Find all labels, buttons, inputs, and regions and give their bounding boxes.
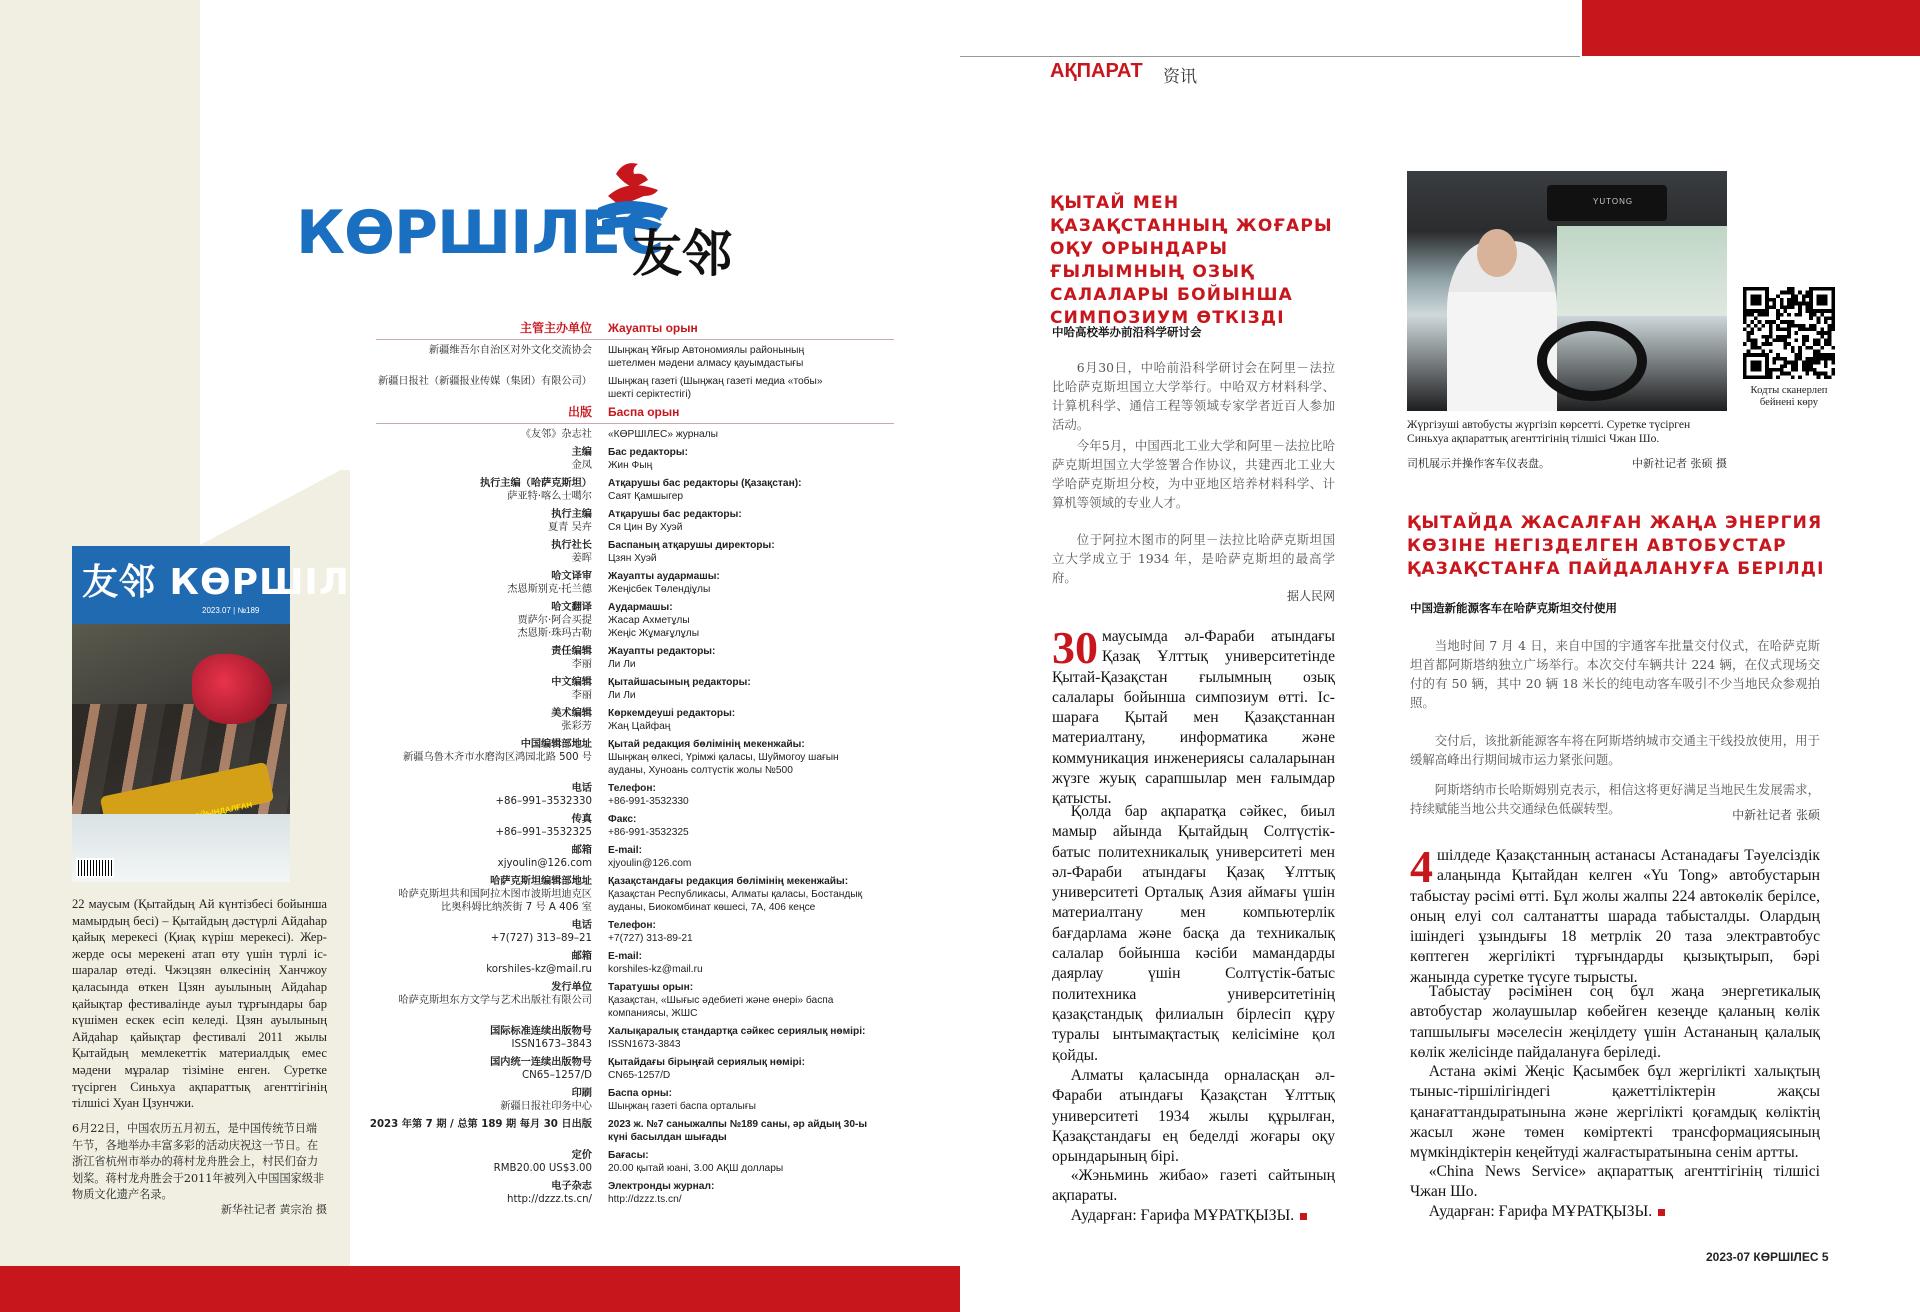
article1-zh-p2: 今年5月，中国西北工业大学和阿里－法拉比哈萨克斯坦国立大学签署合作协议，共建西北工业大学哈萨克斯坦分校，为中亚地区培养材料科学、计算机等领域的专业人才。 <box>1052 438 1335 510</box>
article2-subtitle-zh: 中国造新能源客车在哈萨克斯坦交付使用 <box>1410 601 1617 615</box>
masthead-label-zh: 《友邻》杂志社 <box>520 429 592 440</box>
article2-kz-p1 <box>1410 841 1820 988</box>
article1-subtitle-zh: 中哈高校举办前沿科学研讨会 <box>1052 325 1202 339</box>
article1-zh-source: 据人民网 <box>1286 589 1335 603</box>
steering-wheel <box>1537 321 1647 401</box>
masthead-label-kz: Қытай редакция бөлімінің мекенжайы: Шыңжаң өлкесі, Үрімжі қаласы, Шуймогоу шағын ауданы, Хуноань солтүстік жолы №500 <box>608 739 839 776</box>
masthead-label-kz: Бағасы: 20.00 қытай юані, 3.00 АҚШ доллары <box>608 1150 784 1174</box>
masthead-label-kz: Көркемдеуші редакторы: Жаң Цайфаң <box>608 708 736 732</box>
section-label-zh: 资讯 <box>1163 67 1197 87</box>
masthead-label-kz: Жауапты аудармашы: Жеңісбек Төлендіұлы <box>608 571 720 595</box>
masthead-label-zh: 主管主办单位 <box>519 321 592 335</box>
masthead-label-zh: 邮箱 xjyoulin@126.com <box>497 845 592 869</box>
bus-screen-brand: YUTONG <box>1593 197 1634 206</box>
masthead-label-zh: 出版 <box>567 405 592 419</box>
masthead-label-zh: 哈萨克斯坦编辑部地址 哈萨克斯坦共和国阿拉木图市波斯坦迪克区 比奥科姆比纳茨街 7 号 A 406 室 <box>398 876 592 913</box>
masthead-label-zh: 中文编辑 李丽 <box>551 677 592 701</box>
masthead-label-zh: 哈文译审 杰恩斯别克·托兰德 <box>507 571 592 595</box>
cover-photo-dragon-boat <box>72 624 290 882</box>
cover-caption-credit: 新华社记者 黄宗治 摄 <box>221 1203 327 1216</box>
barcode <box>76 858 114 878</box>
logo-kz-text: КӨРШІЛЕС <box>296 198 664 268</box>
masthead-label-zh: 电话 +86–991–3532330 <box>495 783 592 807</box>
masthead-label-kz: «КӨРШІЛЕС» журналы <box>608 429 718 440</box>
masthead-label-zh: 主编 金凤 <box>571 447 592 471</box>
bus-photo-credit: 中新社记者 张硕 摄 <box>1632 457 1727 470</box>
bus-photo-caption: Жүргізуші автобусты жүргізіп көрсетті. Суретке түсірген Синьхуа ақпараттық агенттігінің тілшісі Чжан Шо. <box>1407 418 1691 445</box>
masthead-label-kz: Баспаның атқарушы директоры: Цзян Хуэй <box>608 540 775 564</box>
article2-zh-source: 中新社记者 张硕 <box>1732 808 1820 822</box>
qr-caption: Кодты сканерлеп бейнені көру <box>1750 385 1828 408</box>
korshiles-logo <box>296 154 736 283</box>
masthead-label-kz: Аудармашы: Жасар Ахметұлы Жеңіс Жұмағұлұлы <box>608 602 700 639</box>
logo-zh-text: 友邻 <box>632 225 732 283</box>
masthead-label-kz: Бас редакторы: Жин Фың <box>608 447 688 471</box>
article2-kz-p2: Табыстау рәсімінен соң бұл жаңа энергетикалық автобустар жолаушылар көбейген кезеңде қаланың көлік тапшылығы мәселесін жеңілдету үшін Астананың қалалық көлік желісінде пайдалануға беріледі. <box>1410 983 1820 1061</box>
article2-zh-p3: 阿斯塔纳市长哈斯姆别克表示，相信这将更好满足当地民生发展需求，持续赋能当地公共交通绿色低碳转型。 <box>1410 782 1820 816</box>
masthead-label-zh: 定价 RMB20.00 US$3.00 <box>493 1150 592 1174</box>
masthead-label-kz: Баспа орын <box>608 405 680 419</box>
masthead-label-kz: Қытайшасының редакторы: Ли Ли <box>608 677 751 701</box>
cover-issue: 2023.07 | №189 <box>202 606 260 615</box>
masthead-label-zh: 执行主编（哈萨克斯坦） 萨亚特·喀么士噶尔 <box>479 478 592 502</box>
bus-driver-photo <box>1407 171 1727 411</box>
masthead-label-zh: 电话 +7(727) 313–89–21 <box>490 920 592 944</box>
article1-title: ҚЫТАЙ МЕН ҚАЗАҚСТАННЫҢ ЖОҒАРЫ ОҚУ ОРЫНДАРЫ ҒЫЛЫМНЫҢ ОЗЫҚ САЛАЛАРЫ БОЙЫНША СИМПОЗИУМ ӨТКІЗДІ <box>1050 193 1333 328</box>
top-red-band <box>1582 0 1920 56</box>
masthead-divider <box>376 339 894 340</box>
masthead-label-kz: Шыңжаң Ұйғыр Автономиялы районының шетелмен мәдени алмасу қауымдастығы <box>608 345 805 369</box>
cover-caption-kz: 22 маусым (Қытайдың Ай күнтізбесі бойынша мамырдың бесі) – Қытайдың дәстүрлі Айдаһар қайық мерекесі (Қиақ күріш мерекесі). Жер-жерде осы мерекені атап өту үшін түрлі іс-шаралар өтеді. Чжэцзян өлкесінің Ханчжоу қаласында өткен Цзян ауылының Айдаһар қайықтар фестивалінде ауыл тұрғындары бар күшімен ескек есіп келеді. Цзян ауылының Айдаһар қайықтар фестивалі 2011 жылы Қытайдың мемлекеттік материалдық емес мәдени мұралар тізіміне енген. Суретке түсірген Синьхуа ақпараттық агенттігінің тілшісі Хуан Цзунчжи. <box>72 897 327 1111</box>
dropcap: 4 <box>1410 841 1433 892</box>
masthead-label-kz: Факс: +86-991-3532325 <box>608 814 689 838</box>
masthead-label-kz: E-mail: xjyoulin@126.com <box>608 845 692 869</box>
magazine-cover-image <box>72 546 403 882</box>
masthead-label-zh: 印刷 新疆日报社印务中心 <box>500 1088 592 1112</box>
article1-kz-p1-text: маусымда әл-Фараби атындағы Қазақ Ұлттық университетінде Қытай-Қазақстан ғылымның озық салалары бойынша симпозиум өтті. Іс-шараға Қытай мен Қазақстаннан материалтану, информатика және коммуникация инженериясы салаларынан жүзге жуық сарапшылар мен ғалымдар қатысты. <box>1052 628 1335 808</box>
dragon-head <box>192 654 272 724</box>
masthead-label-kz: Таратушы орын: Қазақстан, «Шығыс әдебиеті және өнері» баспа компаниясы, ЖШС <box>608 982 834 1019</box>
sidebar-diagonal-edge <box>200 465 350 545</box>
bus-photo-caption-zh: 司机展示并操作客车仪表盘。 <box>1407 457 1550 470</box>
masthead-label-zh: 责任编辑 李丽 <box>551 646 592 670</box>
masthead-label-zh: 国内统一连续出版物号 CN65–1257/D <box>490 1057 592 1081</box>
article1-kz-p4: «Жэньминь жибао» газеті сайтының ақпараты. <box>1052 1167 1335 1205</box>
article1-zh-p3: 位于阿拉木图市的阿里－法拉比哈萨克斯坦国立大学成立于 1934 年，是哈萨克斯坦的最高学府。 <box>1052 532 1335 585</box>
article2-translator <box>1410 1202 1820 1222</box>
end-mark <box>1300 1213 1307 1220</box>
article2-kz-p4: «China News Service» ақпараттық агенттігінің тілшісі Чжан Шо. <box>1410 1163 1820 1201</box>
masthead-label-kz: Жауапты орын <box>608 321 698 335</box>
masthead-divider <box>376 423 894 424</box>
masthead-label-zh: 邮箱 korshiles-kz@mail.ru <box>486 951 592 975</box>
page-footer: 2023-07 КӨРШІЛЕС 5 <box>1706 1250 1829 1264</box>
masthead-label-zh: 中国编辑部地址 新疆乌鲁木齐市水磨沟区鸿园北路 500 号 <box>403 739 592 763</box>
article2-zh-p1: 当地时间 7 月 4 日，来自中国的宇通客车批量交付仪式，在哈萨克斯坦首都阿斯塔纳独立广场举行。本次交付车辆共计 224 辆，在仪式现场交付的有 50 辆，其中 20 辆 18 米长的纯电动客车吸引不少当地民众参观拍照。 <box>1410 638 1820 710</box>
article1-translator-text: Аударған: Ғарифа МҰРАТҚЫЗЫ. <box>1070 1207 1295 1224</box>
article2-zh-p2: 交付后，该批新能源客车将在阿斯塔纳城市交通主干线投放使用，用于缓解高峰出行期间城市运力紧张问题。 <box>1410 733 1820 767</box>
masthead-label-kz: Жауапты редакторы: Ли Ли <box>608 646 716 670</box>
article1-kz-p3: Алматы қаласында орналасқан әл-Фараби атындағы Қазақстан Ұлттық университеті 1934 жылы құрылған, Қазақстандағы ең беделді жоғары оқу орындарының бірі. <box>1052 1067 1335 1166</box>
masthead-label-zh: 新疆维吾尔自治区对外文化交流协会 <box>429 345 592 356</box>
masthead-label-kz: Атқарушы бас редакторы: Ся Цин Ву Хуэй <box>608 509 742 533</box>
masthead-label-zh: 发行单位 哈萨克斯坦东方文学与艺术出版社有限公司 <box>398 982 592 1006</box>
masthead-label-kz: Телефон: +7(727) 313-89-21 <box>608 920 693 944</box>
masthead-label-zh: 电子杂志 http://dzzz.ts.cn/ <box>507 1181 592 1205</box>
masthead-label-kz: Атқарушы бас редакторы (Қазақстан): Саят Қамшыгер <box>608 478 802 502</box>
masthead-label-kz: Халықаралық стандартқа сәйкес сериялық нөмірі: ISSN1673-3843 <box>608 1026 866 1050</box>
masthead-label-kz: 2023 ж. №7 саныжалпы №189 саны, әр айдың 30-ы күні басылдан шығады <box>608 1119 868 1143</box>
cover-caption-zh: 6月22日，中国农历五月初五，是中国传统节日端午节，各地举办丰富多彩的活动庆祝这一节日。在浙江省杭州市举办的蒋村龙舟胜会上，村民们奋力划桨。蒋村龙舟胜会于2011年被列入中国国家级非物质文化遗产名录。 <box>72 1122 325 1201</box>
bottom-red-band <box>0 1266 960 1312</box>
masthead-label-zh: 执行社长 姜晖 <box>551 540 592 564</box>
masthead-label-zh: 哈文翻译 贾萨尔·阿合买提 杰恩斯·珠玛古勒 <box>517 602 592 639</box>
masthead-label-zh: 新疆日报社（新疆报业传媒（集团）有限公司） <box>378 376 592 387</box>
masthead-label-zh: 传真 +86–991–3532325 <box>495 814 592 838</box>
masthead-label-zh: 美术编辑 张彩芳 <box>551 708 592 732</box>
masthead-label-kz: Шыңжаң газеті (Шыңжаң газеті медиа «тобы» шекті серіктестігі) <box>608 376 823 400</box>
article1-zh-p1: 6月30日，中哈前沿科学研讨会在阿里－法拉比哈萨克斯坦国立大学举行。中哈双方材料科学、计算机科学、通信工程等领域专家学者近百人参加活动。 <box>1052 360 1335 432</box>
masthead-label-zh: 执行主编 夏青 吴卉 <box>548 509 592 533</box>
masthead-label-kz: Телефон: +86-991-3532330 <box>608 783 689 807</box>
article2-translator-text: Аударған: Ғарифа МҰРАТҚЫЗЫ. <box>1428 1203 1653 1220</box>
masthead-label-zh: 国际标准连续出版物号 ISSN1673–3843 <box>490 1026 592 1050</box>
masthead-label-kz: E-mail: korshiles-kz@mail.ru <box>608 951 703 975</box>
masthead-label-zh: 2023 年第 7 期 / 总第 189 期 每月 30 日出版 <box>369 1119 592 1130</box>
article1-kz-p2: Қолда бар ақпаратқа сәйкес, биыл мамыр айында Қытайдың Солтүстік-батыс политехникалық университеті мен әл-Фараби атындағы Қазақ Ұлттық университеті Орталық Азия аймағы үшін материалтану мен компьютерлік бағдарлама және басқа да техникалық салалар бойынша кәсіби мамандарды даярлау үшін Солтүстік-батыс политехника университетінің қазақстандық филиалын бірлесіп құру туралы ынтымақтастық келісіміне қол қойды. <box>1052 803 1335 1064</box>
dropcap: 30 <box>1052 622 1098 673</box>
qr-code-icon[interactable] <box>1743 287 1835 379</box>
article2-kz-p1-text: шілдеде Қазақстанның астанасы Астанадағы Тәуелсіздік алаңында Қытайдан келген «Yu Tong» автобустарын табыстау рәсімі өтті. Бұл жолы жалпы 224 автокөлік берілсе, оның елуі сол салтанатты шарада табысталды. Олардың ішіндегі ұзындығы 18 метрлік 20 таза электравтобус көптеген жергілікті тұрғындарды қызықтырып, бәрі жанында суретке түсуге тырысты. <box>1410 847 1820 986</box>
article1-kz-p1 <box>1052 622 1335 810</box>
article2-kz-p3: Астана әкімі Жеңіс Қасымбек бұл жергілікті халықтың тыныс-тіршілігіндегі қажеттіліктерін жақсы қанағаттандыратынына және жергілікті қоғамдық көліктің жасыл және төмен көміртекті трансформациясының мүмкіндіктерін кеңейтуді жалғастыратынына сенім артты. <box>1410 1063 1820 1162</box>
article1-translator <box>1052 1206 1335 1226</box>
masthead-label-kz: Баспа орны: Шыңжаң газеті баспа орталығы <box>608 1088 756 1112</box>
article2-title: ҚЫТАЙДА ЖАСАЛҒАН ЖАҢА ЭНЕРГИЯ КӨЗІНЕ НЕГІЗДЕЛГЕН АВТОБУСТАР ҚАЗАҚСТАНҒА ПАЙДАЛАНУҒА БЕРІЛДІ <box>1407 513 1825 579</box>
cover-title: 友邻 КӨРШІЛЕС <box>82 562 403 603</box>
end-mark <box>1658 1209 1665 1216</box>
masthead-label-kz: Электронды журнал: http://dzzz.ts.cn/ <box>608 1181 715 1205</box>
top-rule <box>960 56 1580 57</box>
masthead-label-kz: Қазақстандағы редакция бөлімінің мекенжайы: Қазақстан Республикасы, Алматы қаласы, Бостандық ауданы, Биокомбинат көшесі, 7А, 406 кеңсе <box>608 876 863 913</box>
section-label: АҚПАРАТ <box>1050 60 1143 82</box>
masthead-label-kz: Қытайдағы бірыңғай сериялық нөмірі: CN65-1257/D <box>608 1057 805 1081</box>
